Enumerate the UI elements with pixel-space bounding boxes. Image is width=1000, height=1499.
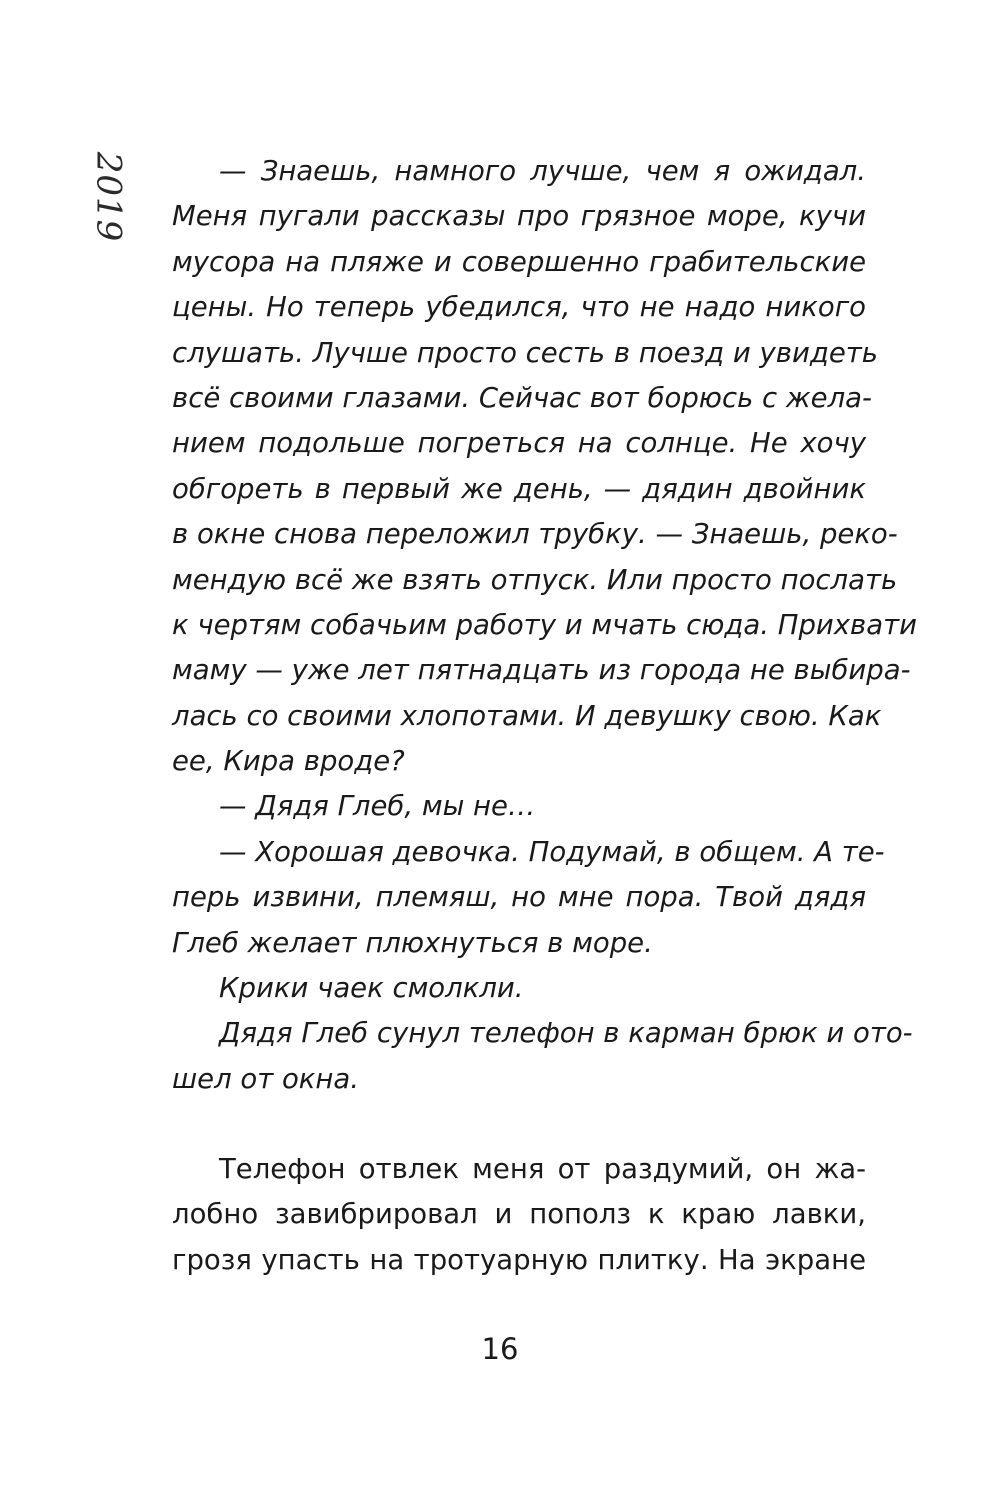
running-header-year bbox=[84, 151, 132, 243]
text-line: лобно завибрировал и пополз к краю лавки, bbox=[172, 1198, 866, 1231]
text-line: всё своими глазами. Сейчас вот борюсь с жела- bbox=[172, 381, 872, 414]
text-line: ее, Кира вроде? bbox=[172, 745, 405, 778]
text-line: обгореть в первый же день, — дядин двойник bbox=[172, 472, 866, 505]
text-line: лась со своими хлопотами. И девушку свою. Как bbox=[172, 699, 882, 732]
text-line: грозя упасть на тротуарную плитку. На экране bbox=[172, 1243, 866, 1276]
text-line: — Знаешь, намного лучше, чем я ожидал. bbox=[219, 155, 866, 187]
text-line: Глеб желает плюхнуться в море. bbox=[172, 926, 653, 959]
text-line: Меня пугали рассказы про грязное море, кучи bbox=[172, 200, 866, 233]
text-line: Телефон отвлек меня от раздумий, он жа- bbox=[219, 1153, 866, 1185]
text-line: к чертям собачьим работу и мчать сюда. Прихвати bbox=[172, 608, 917, 641]
text-line: — Хорошая девочка. Подумай, в общем. А те- bbox=[219, 835, 885, 868]
text-line: нием подольше погреться на солнце. Не хочу bbox=[172, 427, 866, 460]
year-label: 2019 bbox=[88, 151, 128, 243]
text-line: мендую всё же взять отпуск. Или просто послать bbox=[172, 563, 898, 596]
text-line: маму — уже лет пятнадцать из города не выбира- bbox=[172, 654, 911, 687]
text-line: — Дядя Глеб, мы не… bbox=[219, 790, 536, 823]
text-line: мусора на пляже и совершенно грабительские bbox=[172, 245, 866, 278]
text-line: перь извини, племяш, но мне пора. Твой дядя bbox=[172, 881, 866, 914]
text-line: цены. Но теперь убедился, что не надо никого bbox=[172, 291, 866, 324]
text-line: Крики чаек смолкли. bbox=[219, 972, 524, 1005]
page-number: 16 bbox=[481, 1332, 519, 1366]
text-line: шел от окна. bbox=[172, 1062, 359, 1095]
regular-passage bbox=[172, 1147, 866, 1283]
text-line: слушать. Лучше просто сесть в поезд и увидеть bbox=[172, 336, 878, 369]
text-line: Дядя Глеб сунул телефон в карман брюк и ото- bbox=[219, 1017, 913, 1050]
italic-passage bbox=[172, 149, 917, 1102]
text-line: в окне снова переложил трубку. — Знаешь, реко- bbox=[172, 518, 898, 551]
